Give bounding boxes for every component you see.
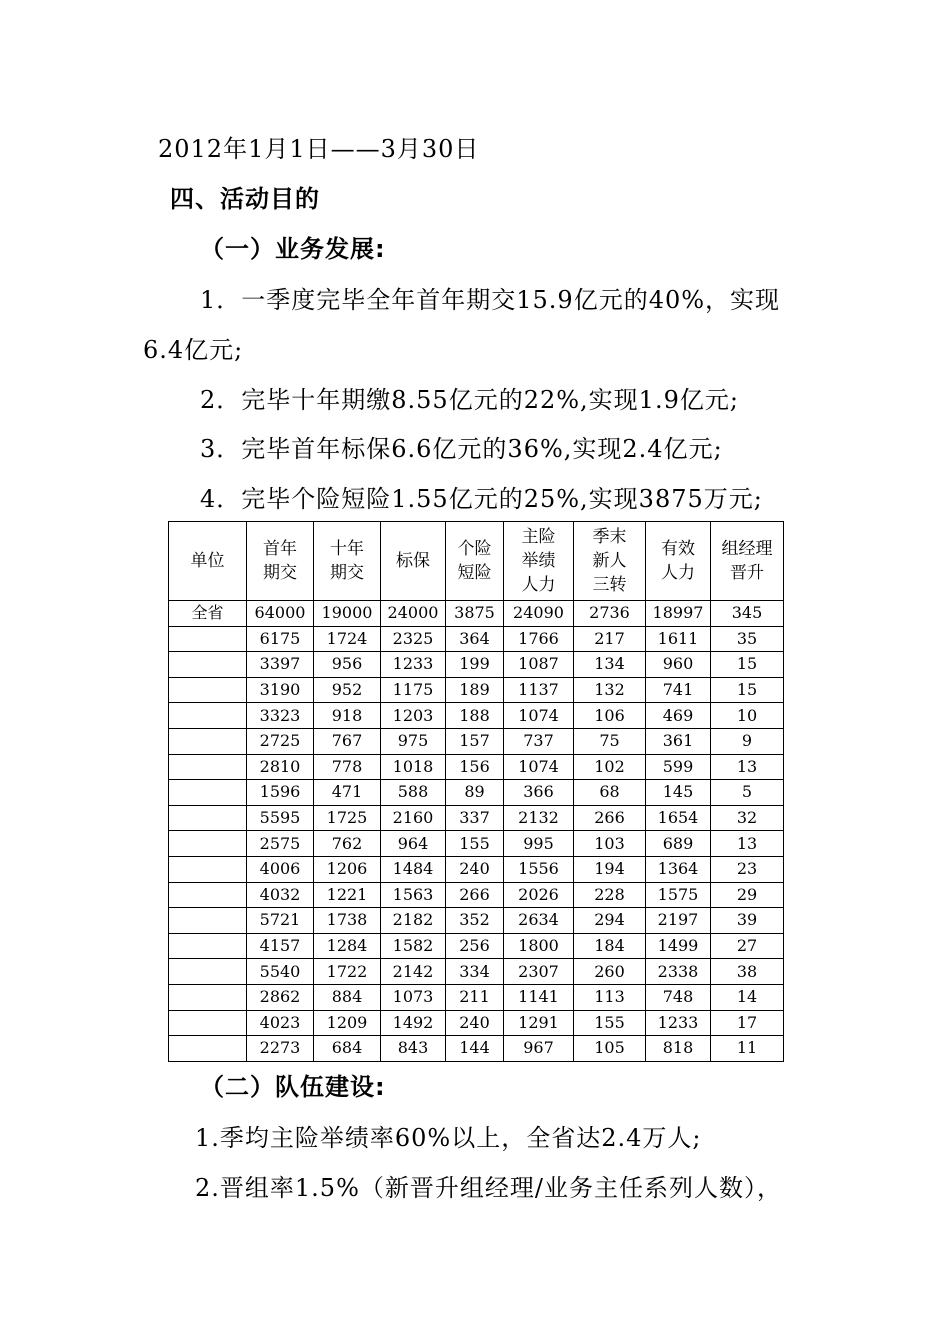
table-cell: 1575: [646, 882, 711, 908]
goal-item-1-continued: 6.4亿元;: [143, 336, 244, 364]
table-row: [169, 728, 784, 754]
table-cell: 32: [711, 805, 784, 831]
table-cell: 748: [646, 984, 711, 1010]
table-cell: 266: [446, 882, 504, 908]
table-cell: 762: [314, 831, 381, 857]
table-row: [169, 959, 784, 985]
table-cell: 2575: [247, 831, 314, 857]
table-cell: 964: [381, 831, 446, 857]
unit-cell: [169, 652, 247, 678]
goal-item-3: 3．完毕首年标保6.6亿元的36%,实现2.4亿元;: [200, 435, 723, 463]
table-cell: 361: [646, 728, 711, 754]
column-header: 主险 举绩 人力: [504, 522, 574, 601]
unit-cell: [169, 959, 247, 985]
table-cell: 1596: [247, 780, 314, 806]
table-cell: 4032: [247, 882, 314, 908]
table-cell: 105: [574, 1036, 646, 1062]
table-cell: 156: [446, 754, 504, 780]
table-row: [169, 831, 784, 857]
table-cell: 2160: [381, 805, 446, 831]
table-cell: 1221: [314, 882, 381, 908]
table-row: [169, 984, 784, 1010]
table-cell: 2026: [504, 882, 574, 908]
unit-cell: [169, 780, 247, 806]
table-row: [169, 805, 784, 831]
table-cell: 1492: [381, 1010, 446, 1036]
table-cell: 1364: [646, 856, 711, 882]
table-row: [169, 754, 784, 780]
column-header: 标保: [381, 522, 446, 601]
table-cell: 15: [711, 677, 784, 703]
table-cell: 134: [574, 652, 646, 678]
table-cell: 884: [314, 984, 381, 1010]
table-cell: 266: [574, 805, 646, 831]
table-cell: 337: [446, 805, 504, 831]
table-cell: 2132: [504, 805, 574, 831]
table-row: [169, 856, 784, 882]
table-cell: 4157: [247, 933, 314, 959]
table-cell: 345: [711, 601, 784, 627]
table-cell: 10: [711, 703, 784, 729]
table-cell: 113: [574, 984, 646, 1010]
table-cell: 366: [504, 780, 574, 806]
table-cell: 1206: [314, 856, 381, 882]
table-cell: 3397: [247, 652, 314, 678]
table-cell: 106: [574, 703, 646, 729]
table-cell: 256: [446, 933, 504, 959]
column-header: 有效 人力: [646, 522, 711, 601]
target-allocation-table: [168, 521, 784, 1062]
table-row: [169, 1010, 784, 1036]
column-header: 组经理 晋升: [711, 522, 784, 601]
table-cell: 2273: [247, 1036, 314, 1062]
table-cell: 469: [646, 703, 711, 729]
column-header: 十年 期交: [314, 522, 381, 601]
table-cell: 2634: [504, 908, 574, 934]
table-cell: 741: [646, 677, 711, 703]
table-row: [169, 780, 784, 806]
table-cell: 102: [574, 754, 646, 780]
table-cell: 103: [574, 831, 646, 857]
table-cell: 1284: [314, 933, 381, 959]
unit-cell: [169, 984, 247, 1010]
unit-cell: [169, 1010, 247, 1036]
table-cell: 364: [446, 626, 504, 652]
table-cell: 35: [711, 626, 784, 652]
table-cell: 2725: [247, 728, 314, 754]
goal-item-4: 4．完毕个险短险1.55亿元的25%,实现3875万元;: [200, 485, 763, 513]
table-cell: 228: [574, 882, 646, 908]
table-cell: 199: [446, 652, 504, 678]
table-cell: 1074: [504, 703, 574, 729]
table-cell: 75: [574, 728, 646, 754]
table-cell: 1137: [504, 677, 574, 703]
table-cell: 184: [574, 933, 646, 959]
section-heading-activity-goals: 四、活动目的: [170, 185, 320, 213]
table-cell: 1203: [381, 703, 446, 729]
table-cell: 68: [574, 780, 646, 806]
table-cell: 23: [711, 856, 784, 882]
table-cell: 29: [711, 882, 784, 908]
table-cell: 918: [314, 703, 381, 729]
table-cell: 1233: [646, 1010, 711, 1036]
table-cell: 155: [446, 831, 504, 857]
table-cell: 684: [314, 1036, 381, 1062]
goal-item-2: 2．完毕十年期缴8.55亿元的22%,实现1.9亿元;: [200, 386, 739, 414]
table-cell: 818: [646, 1036, 711, 1062]
table-cell: 1725: [314, 805, 381, 831]
table-cell: 24000: [381, 601, 446, 627]
column-header: 个险 短险: [446, 522, 504, 601]
table-cell: 194: [574, 856, 646, 882]
table-cell: 11: [711, 1036, 784, 1062]
table-cell: 39: [711, 908, 784, 934]
table-cell: 843: [381, 1036, 446, 1062]
unit-cell: [169, 856, 247, 882]
table-row: [169, 626, 784, 652]
table-cell: 155: [574, 1010, 646, 1036]
table-cell: 1499: [646, 933, 711, 959]
table-row: [169, 908, 784, 934]
table-cell: 2736: [574, 601, 646, 627]
unit-cell: [169, 626, 247, 652]
unit-cell: [169, 805, 247, 831]
unit-cell: [169, 908, 247, 934]
table-cell: 1018: [381, 754, 446, 780]
table-cell: 471: [314, 780, 381, 806]
date-range-line: 2012年1月1日——3月30日: [158, 135, 480, 163]
table-cell: 2182: [381, 908, 446, 934]
table-cell: 952: [314, 677, 381, 703]
table-cell: 2197: [646, 908, 711, 934]
table-cell: 5: [711, 780, 784, 806]
table-cell: 737: [504, 728, 574, 754]
team-item-2: 2.晋组率1.5%（新晋升组经理/业务主任系列人数），: [195, 1174, 782, 1202]
table-cell: 19000: [314, 601, 381, 627]
unit-cell: [169, 882, 247, 908]
table-cell: 5540: [247, 959, 314, 985]
table-cell: 240: [446, 856, 504, 882]
column-header: 单位: [169, 522, 247, 601]
table-cell: 5721: [247, 908, 314, 934]
table-cell: 3323: [247, 703, 314, 729]
table-row: [169, 703, 784, 729]
unit-cell: [169, 703, 247, 729]
table-cell: 4006: [247, 856, 314, 882]
table-cell: 767: [314, 728, 381, 754]
table-cell: 13: [711, 754, 784, 780]
table-header-row: [169, 522, 784, 601]
table-cell: 145: [646, 780, 711, 806]
table-cell: 132: [574, 677, 646, 703]
table-row: [169, 882, 784, 908]
unit-cell: [169, 728, 247, 754]
table-cell: 2325: [381, 626, 446, 652]
table-cell: 1563: [381, 882, 446, 908]
table-cell: 334: [446, 959, 504, 985]
table-row: [169, 933, 784, 959]
table-cell: 1209: [314, 1010, 381, 1036]
table-cell: 18997: [646, 601, 711, 627]
table-cell: 294: [574, 908, 646, 934]
table-cell: 956: [314, 652, 381, 678]
table-cell: 1087: [504, 652, 574, 678]
table-cell: 778: [314, 754, 381, 780]
table-cell: 1800: [504, 933, 574, 959]
table-cell: 1484: [381, 856, 446, 882]
table-cell: 260: [574, 959, 646, 985]
table-cell: 2307: [504, 959, 574, 985]
table-cell: 1556: [504, 856, 574, 882]
table-cell: 352: [446, 908, 504, 934]
column-header: 季末 新人 三转: [574, 522, 646, 601]
table-cell: 3875: [446, 601, 504, 627]
table-cell: 64000: [247, 601, 314, 627]
table-cell: 13: [711, 831, 784, 857]
table-cell: 1073: [381, 984, 446, 1010]
table-cell: 6175: [247, 626, 314, 652]
table-row: [169, 652, 784, 678]
team-item-1: 1.季均主险举绩率60%以上，全省达2.4万人;: [195, 1124, 702, 1152]
table-cell: 27: [711, 933, 784, 959]
table-cell: 217: [574, 626, 646, 652]
table-cell: 1582: [381, 933, 446, 959]
table-cell: 38: [711, 959, 784, 985]
table-cell: 599: [646, 754, 711, 780]
unit-cell: [169, 754, 247, 780]
table-row: [169, 601, 784, 627]
table-cell: 1766: [504, 626, 574, 652]
table-cell: 240: [446, 1010, 504, 1036]
table-cell: 2810: [247, 754, 314, 780]
table-cell: 2862: [247, 984, 314, 1010]
subsection-heading-business: （一）业务发展:: [200, 235, 386, 263]
subsection-heading-team: （二）队伍建设:: [200, 1073, 386, 1101]
unit-cell: [169, 933, 247, 959]
table-cell: 188: [446, 703, 504, 729]
table-cell: 24090: [504, 601, 574, 627]
table-cell: 995: [504, 831, 574, 857]
table-cell: 960: [646, 652, 711, 678]
table-cell: 15: [711, 652, 784, 678]
table-cell: 967: [504, 1036, 574, 1062]
table-cell: 189: [446, 677, 504, 703]
unit-cell: [169, 677, 247, 703]
table-cell: 14: [711, 984, 784, 1010]
table-cell: 1722: [314, 959, 381, 985]
unit-cell: [169, 1036, 247, 1062]
table-cell: 1611: [646, 626, 711, 652]
table-cell: 689: [646, 831, 711, 857]
table-cell: 4023: [247, 1010, 314, 1036]
table-cell: 2142: [381, 959, 446, 985]
table-cell: 144: [446, 1036, 504, 1062]
table-cell: 3190: [247, 677, 314, 703]
table-cell: 1654: [646, 805, 711, 831]
table-cell: 1141: [504, 984, 574, 1010]
table-row: [169, 677, 784, 703]
table-cell: 9: [711, 728, 784, 754]
column-header: 首年 期交: [247, 522, 314, 601]
goal-item-1: 1．一季度完毕全年首年期交15.9亿元的40%，实现: [200, 286, 781, 314]
table-cell: 1175: [381, 677, 446, 703]
table-cell: 588: [381, 780, 446, 806]
table-cell: 157: [446, 728, 504, 754]
table-cell: 17: [711, 1010, 784, 1036]
table-cell: 1291: [504, 1010, 574, 1036]
table-cell: 5595: [247, 805, 314, 831]
unit-cell: [169, 831, 247, 857]
table-cell: 975: [381, 728, 446, 754]
table-cell: 211: [446, 984, 504, 1010]
table-row: [169, 1036, 784, 1062]
table-cell: 89: [446, 780, 504, 806]
table-cell: 1738: [314, 908, 381, 934]
table-cell: 1724: [314, 626, 381, 652]
table-cell: 1233: [381, 652, 446, 678]
table-cell: 1074: [504, 754, 574, 780]
unit-cell: 全省: [169, 601, 247, 627]
table-cell: 2338: [646, 959, 711, 985]
